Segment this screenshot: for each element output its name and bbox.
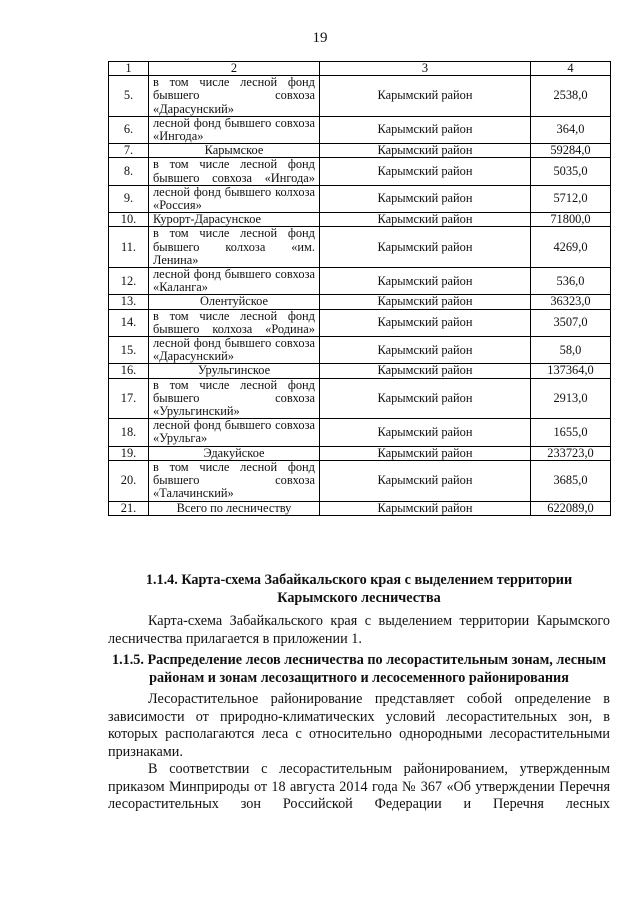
table-row [109,227,611,268]
district-name: Карымский район [320,309,531,336]
district-name: Карымский район [320,213,531,227]
forest-fund-name: в том числе лесной фонд бывшего совхоза «Дарасунский» [149,76,320,117]
area-value: 4269,0 [531,227,611,268]
forest-fund-name: Олентуйское [149,295,320,309]
area-value: 71800,0 [531,213,611,227]
area-value: 3685,0 [531,460,611,501]
row-number: 13. [109,295,149,309]
area-value: 36323,0 [531,295,611,309]
district-name: Карымский район [320,76,531,117]
table-row [109,364,611,378]
header-cell: 1 [109,62,149,76]
section-paragraph: В соответствии с лесорастительным районированием, утвержденным приказом Минприроды от 18 августа 2014 года № 367 «Об утверждении Перечня лесорастительных зон Российской Федерации и Перечня лесных [108,761,610,812]
district-name: Карымский район [320,364,531,378]
row-number: 14. [109,309,149,336]
forest-fund-name: лесной фонд бывшего совхоза «Урульга» [149,419,320,446]
area-value: 536,0 [531,268,611,295]
forest-fund-name: Карымское [149,144,320,158]
area-value: 137364,0 [531,364,611,378]
row-number: 12. [109,268,149,295]
row-number: 7. [109,144,149,158]
table-row [109,185,611,212]
area-value: 2538,0 [531,76,611,117]
table-row [109,419,611,446]
header-cell: 3 [320,62,531,76]
row-number: 6. [109,116,149,143]
table-row [109,309,611,336]
row-number: 10. [109,213,149,227]
table-row [109,76,611,117]
row-number: 20. [109,460,149,501]
forest-fund-name: лесной фонд бывшего совхоза «Каланга» [149,268,320,295]
district-name: Карымский район [320,337,531,364]
section-heading: 1.1.4. Карта-схема Забайкальского края с выделением территории Карымского лесничества [145,572,573,606]
district-name: Карымский район [320,460,531,501]
district-name: Карымский район [320,295,531,309]
district-name: Карымский район [320,378,531,419]
forest-fund-name: в том числе лесной фонд бывшего совхоза «Урульгинский» [149,378,320,419]
table-row [109,337,611,364]
row-number: 15. [109,337,149,364]
forest-fund-name: в том числе лесной фонд бывшего колхоза «Родина» [149,309,320,336]
area-value: 5035,0 [531,158,611,185]
district-name: Карымский район [320,158,531,185]
district-name: Карымский район [320,419,531,446]
area-value: 364,0 [531,116,611,143]
district-name: Карымский район [320,185,531,212]
table-header-row [109,62,611,76]
table-row [109,460,611,501]
table-row [109,446,611,460]
forest-fund-name: Эдакуйское [149,446,320,460]
table-row [109,378,611,419]
row-number: 16. [109,364,149,378]
district-name: Карымский район [320,268,531,295]
page-number: 19 [312,30,328,46]
section-1-1-4 [108,572,610,648]
area-value: 233723,0 [531,446,611,460]
header-cell: 4 [531,62,611,76]
area-value: 3507,0 [531,309,611,336]
row-number: 19. [109,446,149,460]
row-number: 8. [109,158,149,185]
forest-fund-name: в том числе лесной фонд бывшего совхоза «Талачинский» [149,460,320,501]
row-number: 17. [109,378,149,419]
forest-fund-name: Курорт-Дарасунское [149,213,320,227]
header-cell: 2 [149,62,320,76]
district-name: Карымский район [320,446,531,460]
section-paragraph: Лесорастительное районирование представляет собой определение в зависимости от природно-климатических условий лесорастительных зон, в которых располагаются леса с относительно однородными лесорастительными признаками. [108,691,610,760]
forest-fund-name: лесной фонд бывшего колхоза «Россия» [149,185,320,212]
row-number: 9. [109,185,149,212]
area-value: 2913,0 [531,378,611,419]
forest-fund-name: лесной фонд бывшего совхоза «Ингода» [149,116,320,143]
area-value: 1655,0 [531,419,611,446]
row-number: 18. [109,419,149,446]
table-row [109,501,611,515]
row-number: 21. [109,501,149,515]
table-row [109,158,611,185]
area-value: 5712,0 [531,185,611,212]
table-row [109,144,611,158]
forest-fund-name: Всего по лесничеству [149,501,320,515]
section-paragraph: Карта-схема Забайкальского края с выделением территории Карымского лесничества прилагается в приложении 1. [108,613,610,647]
forest-fund-name: Урульгинское [149,364,320,378]
table-row [109,268,611,295]
district-name: Карымский район [320,227,531,268]
area-value: 622089,0 [531,501,611,515]
district-name: Карымский район [320,144,531,158]
forest-area-table [108,61,611,516]
area-value: 59284,0 [531,144,611,158]
area-value: 58,0 [531,337,611,364]
section-1-1-5 [108,652,610,814]
district-name: Карымский район [320,116,531,143]
table-row [109,116,611,143]
forest-fund-name: в том числе лесной фонд бывшего колхоза «им. Ленина» [149,227,320,268]
section-heading: 1.1.5. Распределение лесов лесничества по лесорастительным зонам, лесным районам и зонам лесозащитного и лесосеменного районирования [111,652,607,686]
table-row [109,213,611,227]
row-number: 5. [109,76,149,117]
forest-fund-name: лесной фонд бывшего совхоза «Дарасунский» [149,337,320,364]
table-row [109,295,611,309]
row-number: 11. [109,227,149,268]
district-name: Карымский район [320,501,531,515]
forest-fund-name: в том числе лесной фонд бывшего совхоза «Ингода» [149,158,320,185]
